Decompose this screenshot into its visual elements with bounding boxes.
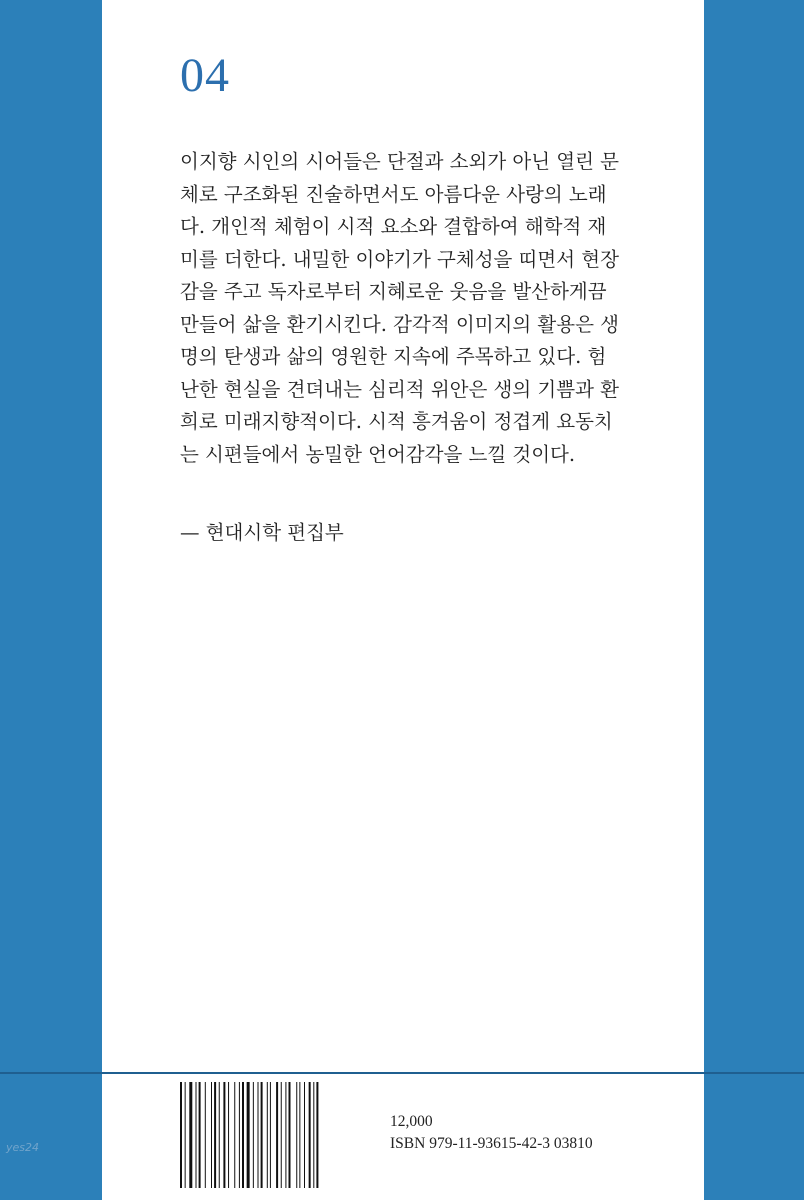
barcode-bar	[211, 1082, 212, 1188]
barcode-bar	[258, 1082, 259, 1188]
watermark-stamp: yes24	[6, 1141, 40, 1154]
barcode-bar	[242, 1082, 244, 1188]
barcode-bar	[180, 1082, 182, 1188]
barcode-bar	[313, 1082, 314, 1188]
cover-panel	[102, 0, 704, 1200]
barcode-bar	[247, 1082, 250, 1188]
paragraph-line: 는 시편들에서 농밀한 언어감각을 느낄 것이다.	[180, 442, 576, 466]
barcode-bar	[205, 1082, 206, 1188]
barcode-bar	[276, 1082, 278, 1188]
price-label: 12,000	[390, 1113, 433, 1130]
barcode-bar	[253, 1082, 254, 1188]
barcode-bar	[267, 1082, 268, 1188]
section-number: 04	[180, 49, 230, 102]
barcode-bar	[261, 1082, 263, 1188]
barcode-bar	[234, 1082, 235, 1188]
barcode-icon	[178, 1080, 374, 1190]
barcode-bar	[185, 1082, 186, 1188]
paragraph-line: 명의 탄생과 삶의 영원한 지속에 주목하고 있다. 험	[180, 345, 607, 368]
barcode-bar	[316, 1082, 318, 1188]
isbn-label: ISBN 979-11-93615-42-3 03810	[390, 1135, 593, 1152]
horizontal-rule	[0, 1072, 804, 1074]
paragraph-line: 이지향 시인의 시어들은 단절과 소외가 아닌 열린 문	[180, 150, 619, 173]
paragraph-line: 만들어 삶을 환기시킨다. 감각적 이미지의 활용은 생	[180, 312, 619, 336]
barcode-bar	[289, 1082, 291, 1188]
paragraph-line: 다. 개인적 체험이 시적 요소와 결합하여 해학적 재	[180, 215, 607, 238]
barcode-bar	[304, 1082, 305, 1188]
barcode-bar	[219, 1082, 220, 1188]
barcode-bar	[199, 1082, 201, 1188]
barcode-bar	[270, 1082, 271, 1188]
barcode-bar	[299, 1082, 300, 1188]
paragraph-line: 미를 더한다. 내밀한 이야기가 구체성을 띠면서 현장	[180, 247, 619, 271]
paragraph-line: 체로 구조화된 진술하면서도 아름다운 사랑의 노래	[180, 182, 607, 206]
description-paragraph	[180, 146, 660, 471]
paragraph-line: 감을 주고 독자로부터 지혜로운 웃음을 발산하게끔	[180, 280, 607, 303]
barcode-bar	[189, 1082, 192, 1188]
barcode-bar	[223, 1082, 225, 1188]
paragraph-line: 난한 현실을 견뎌내는 심리적 위안은 생의 기쁨과 환	[180, 377, 619, 401]
barcode	[178, 1080, 374, 1190]
barcode-bar	[228, 1082, 229, 1188]
barcode-bar	[239, 1082, 240, 1188]
editor-signature: — 현대시학 편집부	[180, 521, 344, 544]
barcode-bar	[196, 1082, 197, 1188]
barcode-bar	[214, 1082, 216, 1188]
paragraph-line: 희로 미래지향적이다. 시적 흥겨움이 정겹게 요동치	[180, 410, 613, 433]
barcode-bar	[285, 1082, 286, 1188]
barcode-bar	[281, 1082, 282, 1188]
barcode-bar	[309, 1082, 311, 1188]
barcode-bar	[296, 1082, 297, 1188]
